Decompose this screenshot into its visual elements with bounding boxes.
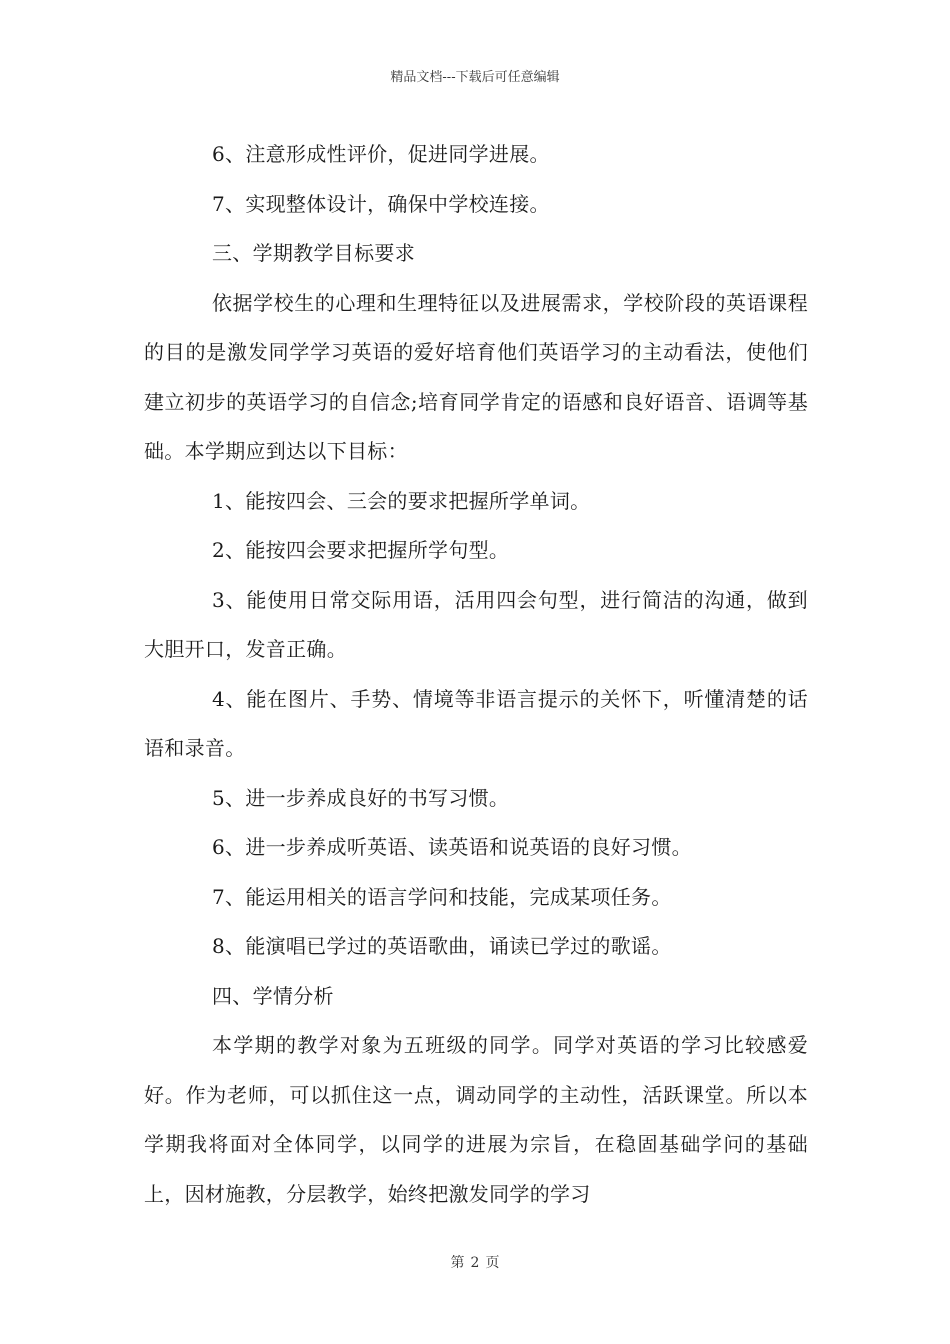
list-item: 3、能使用日常交际用语，活用四会句型，进行简洁的沟通，做到大胆开口，发音正确。 xyxy=(144,587,808,661)
paragraph: 7、实现整体设计，确保中学校连接。 xyxy=(212,191,550,216)
list-item: 2、能按四会要求把握所学句型。 xyxy=(212,538,510,562)
list-item: 8、能演唱已学过的英语歌曲，诵读已学过的歌谣。 xyxy=(212,934,672,958)
page-number-prefix: 第 xyxy=(450,1255,465,1271)
list-item: 7、能运用相关的语言学问和技能，完成某项任务。 xyxy=(212,884,672,909)
document-body xyxy=(144,130,808,1219)
section-heading: 三、学期教学目标要求 xyxy=(212,241,415,265)
paragraph: 本学期的教学对象为五班级的同学。同学对英语的学习比较感爱好。作为老师，可以抓住这一点，调动同学的主动性，活跃课堂。所以本学期我将面对全体同学，以同学的进展为宗旨，在稳固基础学问的基础上，因材施教，分层教学，始终把激发同学的学习 xyxy=(144,1033,808,1206)
page-number-suffix: 页 xyxy=(485,1255,500,1271)
paragraph: 依据学校生的心理和生理特征以及进展需求，学校阶段的英语课程的目的是激发同学学习英语的爱好培育他们英语学习的主动看法，使他们建立初步的英语学习的自信念;培育同学肯定的语感和良好语音、语调等基础。本学期应到达以下目标： xyxy=(144,290,808,463)
page-header: 精品文档---下载后可任意编辑 xyxy=(390,70,560,85)
list-item: 4、能在图片、手势、情境等非语言提示的关怀下，听懂清楚的话语和录音。 xyxy=(144,686,808,760)
list-item: 5、进一步养成良好的书写习惯。 xyxy=(212,785,510,810)
section-heading: 四、学情分析 xyxy=(212,983,334,1008)
page-footer xyxy=(0,1252,950,1272)
paragraph: 6、注意形成性评价，促进同学进展。 xyxy=(212,142,550,166)
list-item: 1、能按四会、三会的要求把握所学单词。 xyxy=(212,488,591,513)
page-number: 2 xyxy=(470,1255,480,1271)
list-item: 6、进一步养成听英语、读英语和说英语的良好习惯。 xyxy=(212,835,692,859)
